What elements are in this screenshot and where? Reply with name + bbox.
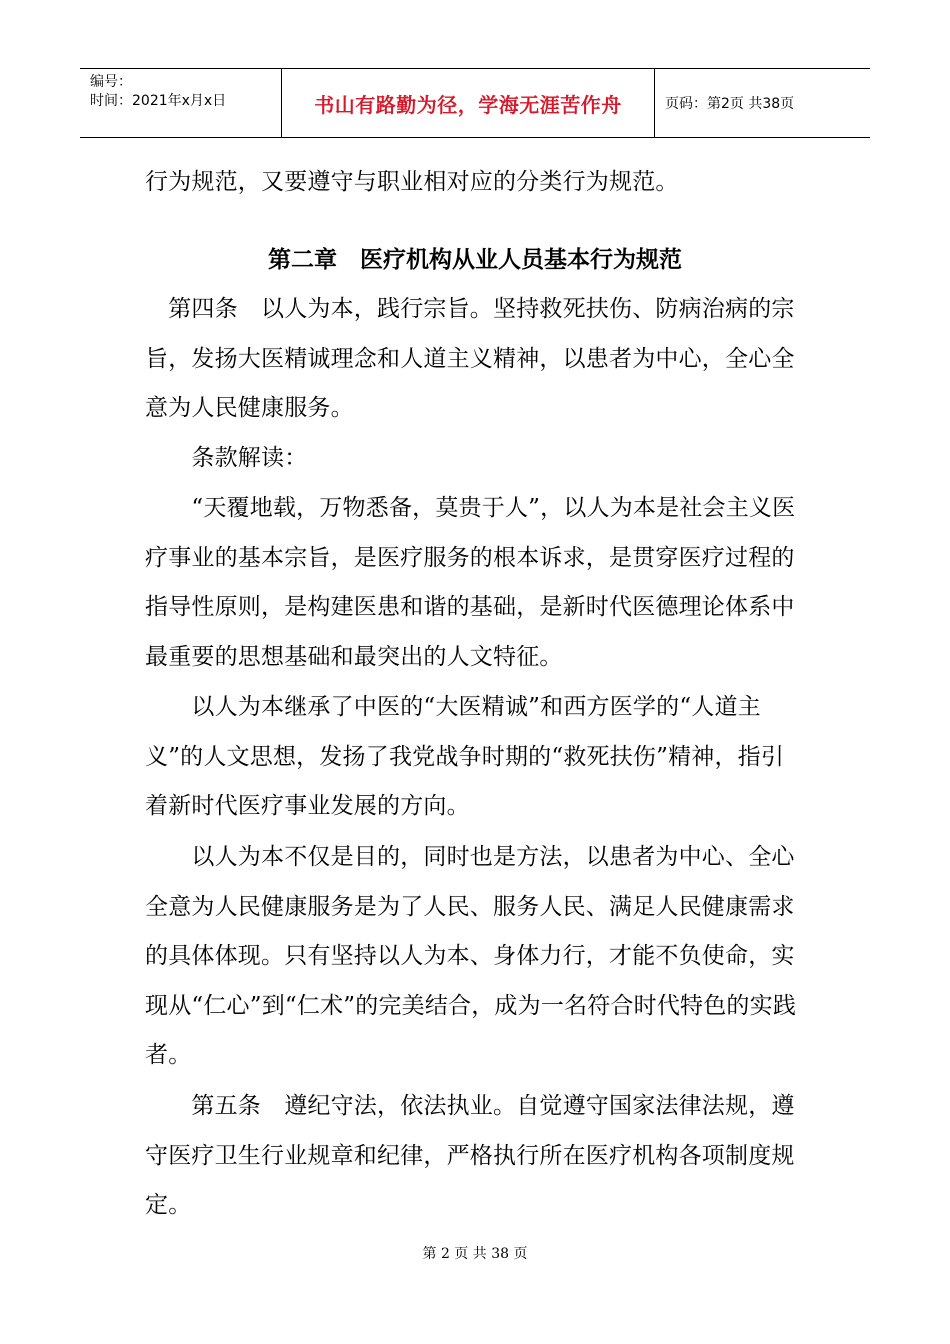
paragraph-1: “天覆地载，万物悉备，莫贵于人”，以人为本是社会主义医疗事业的基本宗旨，是医疗服务的根本诉求，是贯穿医疗过程的指导性原则，是构建医患和谐的基础，是新时代医德理论体系中最重要的思想基础和最突出的人文特征。 bbox=[145, 495, 796, 670]
paragraph-2: 以人为本继承了中医的“大医精诚”和西方医学的“人道主义”的人文思想，发扬了我党战争时期的“救死扶伤”精神，指引着新时代医疗事业发展的方向。 bbox=[145, 694, 785, 820]
page-footer: 第 2 页 共 38 页 bbox=[422, 1246, 528, 1262]
page-header bbox=[80, 68, 870, 138]
header-page-info: 页码：第2页 共38页 bbox=[665, 96, 795, 112]
article-4: 第四条 以人为本，践行宗旨。坚持救死扶伤、防病治病的宗旨，发扬大医精诚理念和人道主义精神，以患者为中心，全心全意为人民健康服务。 bbox=[145, 296, 795, 422]
paragraph-3: 以人为本不仅是目的，同时也是方法，以患者为中心、全心全意为人民健康服务是为了人民、服务人民、满足人民健康需求的具体体现。只有坚持以人为本、身体力行，才能不负使命，实现从“仁心”到“仁术”的完美结合，成为一名符合时代特色的实践者。 bbox=[145, 844, 797, 1069]
interpretation-label: 条款解读： bbox=[145, 445, 308, 471]
chapter-title: 第二章 医疗机构从业人员基本行为规范 bbox=[268, 247, 682, 273]
header-motto: 书山有路勤为径，学海无涯苦作舟 bbox=[282, 69, 655, 137]
continuation-text: 行为规范，又要遵守与职业相对应的分类行为规范。 bbox=[145, 169, 679, 195]
header-meta bbox=[80, 69, 282, 137]
time-label: 时间：2021年x月x日 bbox=[90, 93, 227, 109]
article-5: 第五条 遵纪守法，依法执业。自觉遵守国家法律法规，遵守医疗卫生行业规章和纪律，严格执行所在医疗机构各项制度规定。 bbox=[145, 1093, 795, 1219]
number-label: 编号： bbox=[90, 74, 132, 90]
